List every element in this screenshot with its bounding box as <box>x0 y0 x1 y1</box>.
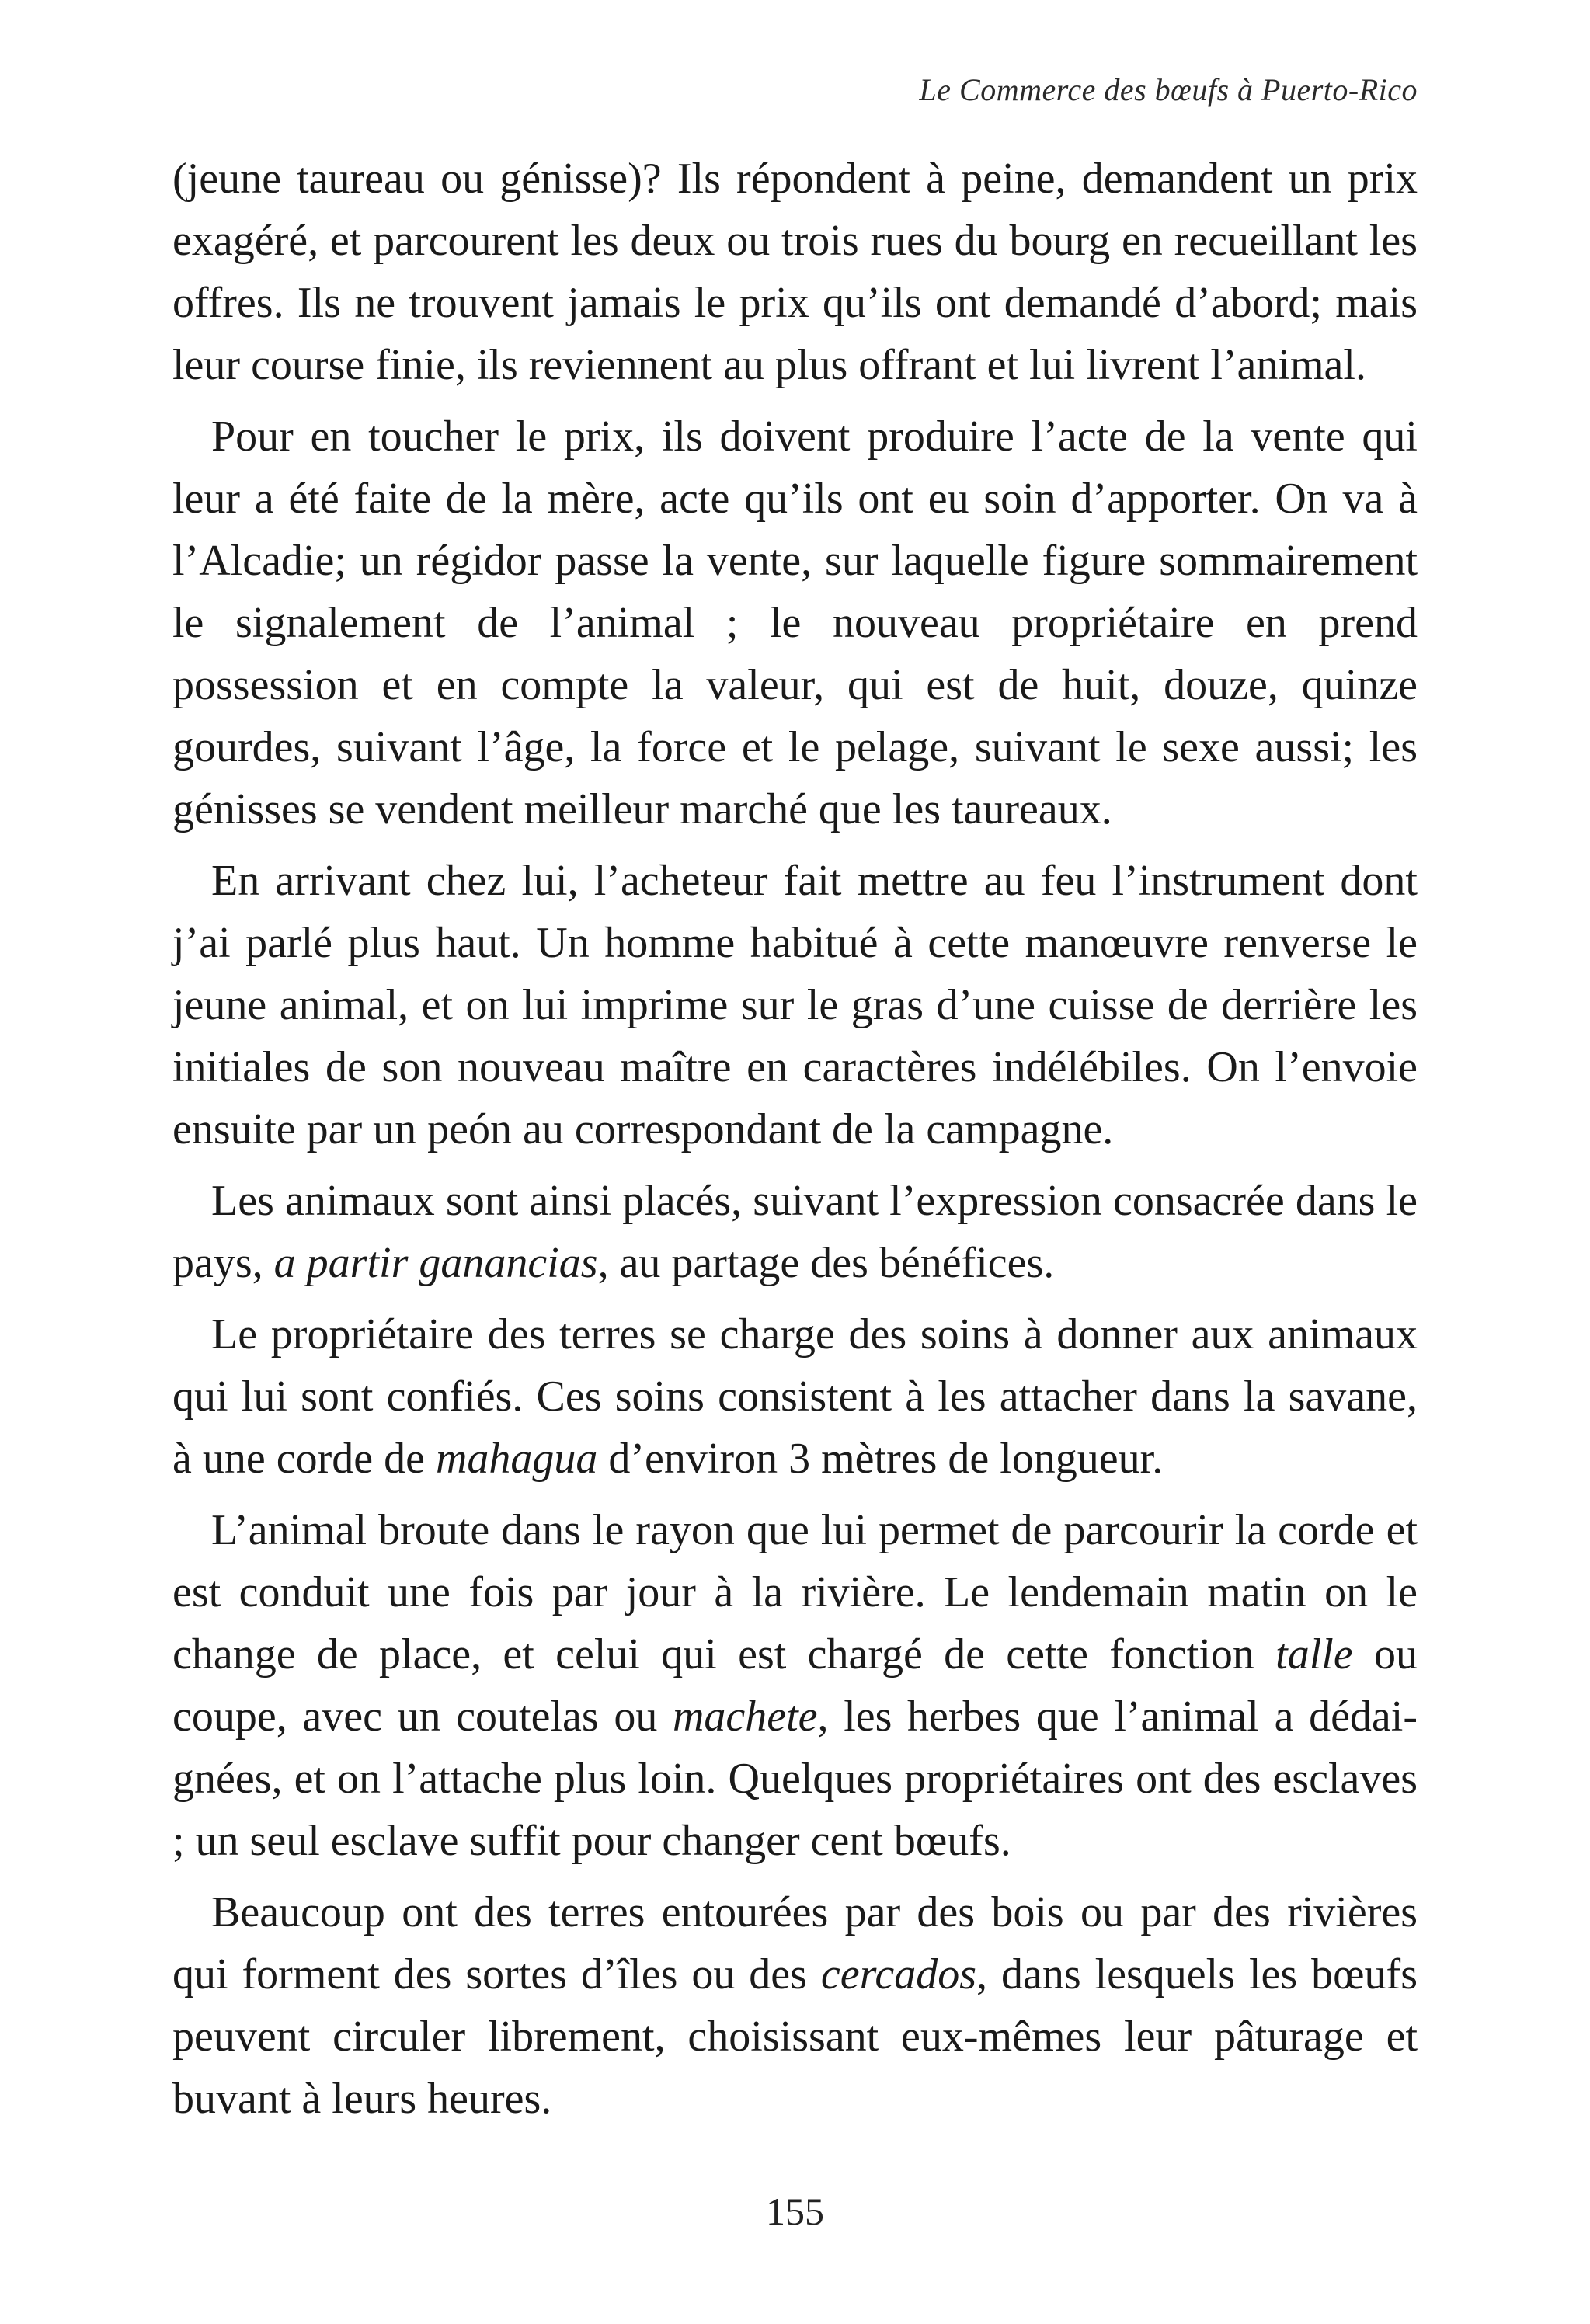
italic-term: mahagua <box>435 1435 598 1483</box>
paragraph <box>172 1881 1418 2130</box>
paragraph <box>172 1170 1418 1294</box>
paragraph-text: , au partage des bénéfices. <box>597 1239 1055 1287</box>
paragraph-text: (jeune taureau ou génisse)? Ils répondent à peine, demandent un prix exagéré, et parcourent les deux ou trois rues du bourg en recueillant les offres. Ils ne trouvent jamais le prix qu’ils ont demandé d’abord; mais leur course finie, ils reviennent au plus offrant et lui livrent l’animal. <box>172 155 1418 389</box>
italic-term: a partir ganancias <box>273 1239 598 1287</box>
paragraph-text: Pour en toucher le prix, ils doivent produire l’acte de la vente qui leur a été faite de la mère, acte qu’ils ont eu soin d’apporter. On va à l’Alcadie; un régidor passe la vente, sur laquelle figure sommairement le signalement de l’animal ; le nouveau propriétaire en prend possession et en compte la valeur, qui est de huit, douze, quinze gourdes, suivant l’âge, la force et le pelage, suivant le sexe aussi; les génisses se vendent meilleur marché que les taureaux. <box>172 412 1418 833</box>
paragraph <box>172 850 1418 1160</box>
book-page <box>172 0 1418 2324</box>
paragraph-text: L’animal broute dans le rayon que lui permet de parcourir la corde et est conduit une fois par jour à la rivière. Le lendemain matin on le change de place, et celui qui est chargé de cette fonction <box>172 1506 1418 1679</box>
italic-term: machete <box>672 1693 818 1741</box>
paragraph <box>172 1499 1418 1872</box>
paragraph-text: ou coupe, avec un coutelas ou <box>172 1630 1418 1741</box>
paragraph-text: En arrivant chez lui, l’acheteur fait mettre au feu l’instrument dont j’ai parlé plus haut. Un homme habitué à cette manœuvre renverse le jeune animal, et on lui imprime sur le gras d’une cuisse de derrière les initiales de son nouveau maître en caractères indélébiles. On l’envoie ensuite par un peón au correspondant de la campagne. <box>172 857 1418 1153</box>
body-text <box>172 148 1418 2139</box>
italic-term: cercados <box>820 1950 976 1999</box>
paragraph <box>172 148 1418 396</box>
paragraph-text: Beaucoup ont des terres entourées par des bois ou par des rivières qui forment des sortes d’îles ou des <box>172 1888 1418 1999</box>
page-number: 155 <box>766 2190 824 2233</box>
paragraph-text: Le propriétaire des terres se charge des soins à donner aux animaux qui lui sont confiés. Ces soins consistent à les attacher dans la savane, à une corde de <box>172 1310 1418 1483</box>
paragraph-text: Les animaux sont ainsi placés, suivant l’expression consacrée dans le pays, <box>172 1177 1418 1287</box>
running-head: Le Commerce des bœufs à Puerto-Rico <box>919 72 1418 107</box>
italic-term: talle <box>1275 1630 1353 1679</box>
paragraph-text: d’environ 3 mètres de longueur. <box>597 1435 1164 1483</box>
paragraph <box>172 405 1418 840</box>
paragraph <box>172 1303 1418 1490</box>
paragraph-text: , dans lesquels les bœufs peuvent circuler librement, choisissant eux-mêmes leur pâturage et buvant à leurs heures. <box>172 1950 1418 2123</box>
paragraph-text: , les herbes que l’animal a dédaignées, et on l’attache plus loin. Quelques propriétaires ont des esclaves ; un seul esclave suffit pour changer cent bœufs. <box>172 1693 1418 1865</box>
